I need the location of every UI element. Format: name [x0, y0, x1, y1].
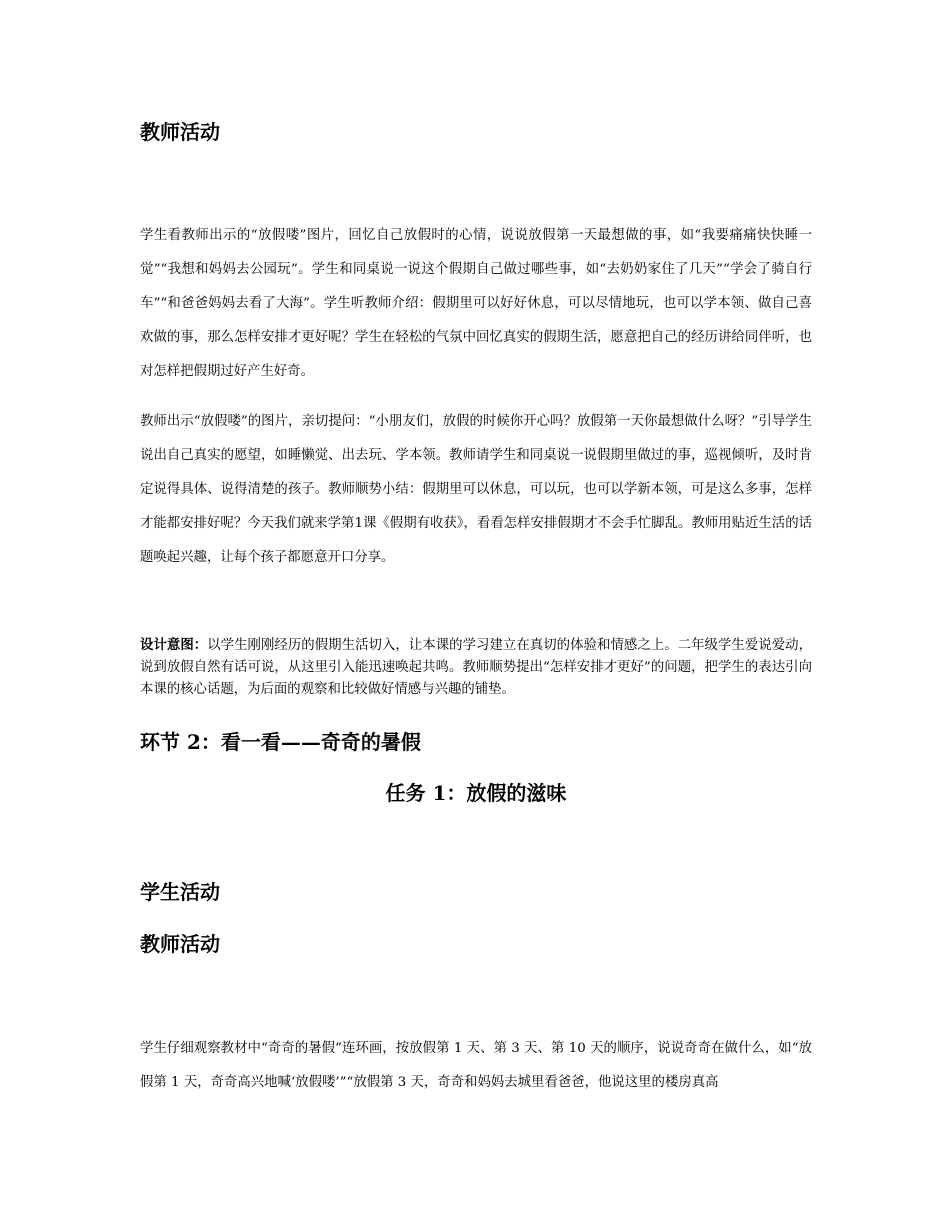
student-activity-paragraph: 学生看教师出示的“放假喽”图片，回忆自己放假时的心情，说说放假第一天最想做的事，如“我要痛痛快快睡一觉”“我想和妈妈去公园玩”。学生和同桌说一说这个假期自己做过哪些事，如“去奶奶家住了几天”“学会了骑自行车”“和爸爸妈妈去看了大海”。学生听教师介绍：假期里可以好好休息，可以尽情地玩，也可以学本领、做自己喜欢做的事，那么怎样安排才更好呢？学生在轻松的气氛中回忆真实的假期生活，愿意把自己的经历讲给同伴听，也对怎样把假期过好产生好奇。 — [140, 228, 812, 379]
student-activity-heading: 学生活动 — [140, 880, 220, 904]
teacher-activity-heading: 教师活动 — [140, 120, 220, 144]
design-intent-paragraph — [140, 634, 812, 701]
teacher-activity-paragraph: 教师出示“放假喽”的图片，亲切提问：“小朋友们，放假的时候你开心吗？放假第一天你最想做什么呀？”引导学生说出自己真实的愿望，如睡懒觉、出去玩、学本领。教师请学生和同桌说一说假期里做过的事，巡视倾听，及时肯定说得具体、说得清楚的孩子。教师顺势小结：假期里可以休息，可以玩，也可以学新本领，可是这么多事，怎样才能都安排好呢？今天我们就来学第1课《假期有收获》，看看怎样安排假期才不会手忙脚乱。教师用贴近生活的话题唤起兴趣，让每个孩子都愿意开口分享。 — [140, 414, 812, 565]
task-1-heading: 任务 1：放假的滋味 — [385, 781, 567, 805]
design-intent-text: 以学生刚刚经历的假期生活切入，让本课的学习建立在真切的体验和情感之上。二年级学生爱说爱动，说到放假自然有话可说，从这里引入能迅速唤起共鸣。教师顺势提出“怎样安排才更好”的问题，把学生的表达引向本课的核心话题，为后面的观察和比较做好情感与兴趣的铺垫。 — [140, 638, 813, 697]
section-2-heading: 环节 2：看一看——奇奇的暑假 — [140, 730, 421, 754]
design-intent-label: 设计意图： — [140, 637, 208, 653]
student-observation-paragraph: 学生仔细观察教材中“奇奇的暑假”连环画，按放假第 1 天、第 3 天、第 10 天的顺序，说说奇奇在做什么，如“放假第 1 天，奇奇高兴地喊‘放假喽’”“放假第 3 天，奇奇和妈妈去城里看爸爸，他说这里的楼房真高 — [140, 1041, 812, 1090]
teacher-activity-heading-2: 教师活动 — [140, 932, 220, 956]
